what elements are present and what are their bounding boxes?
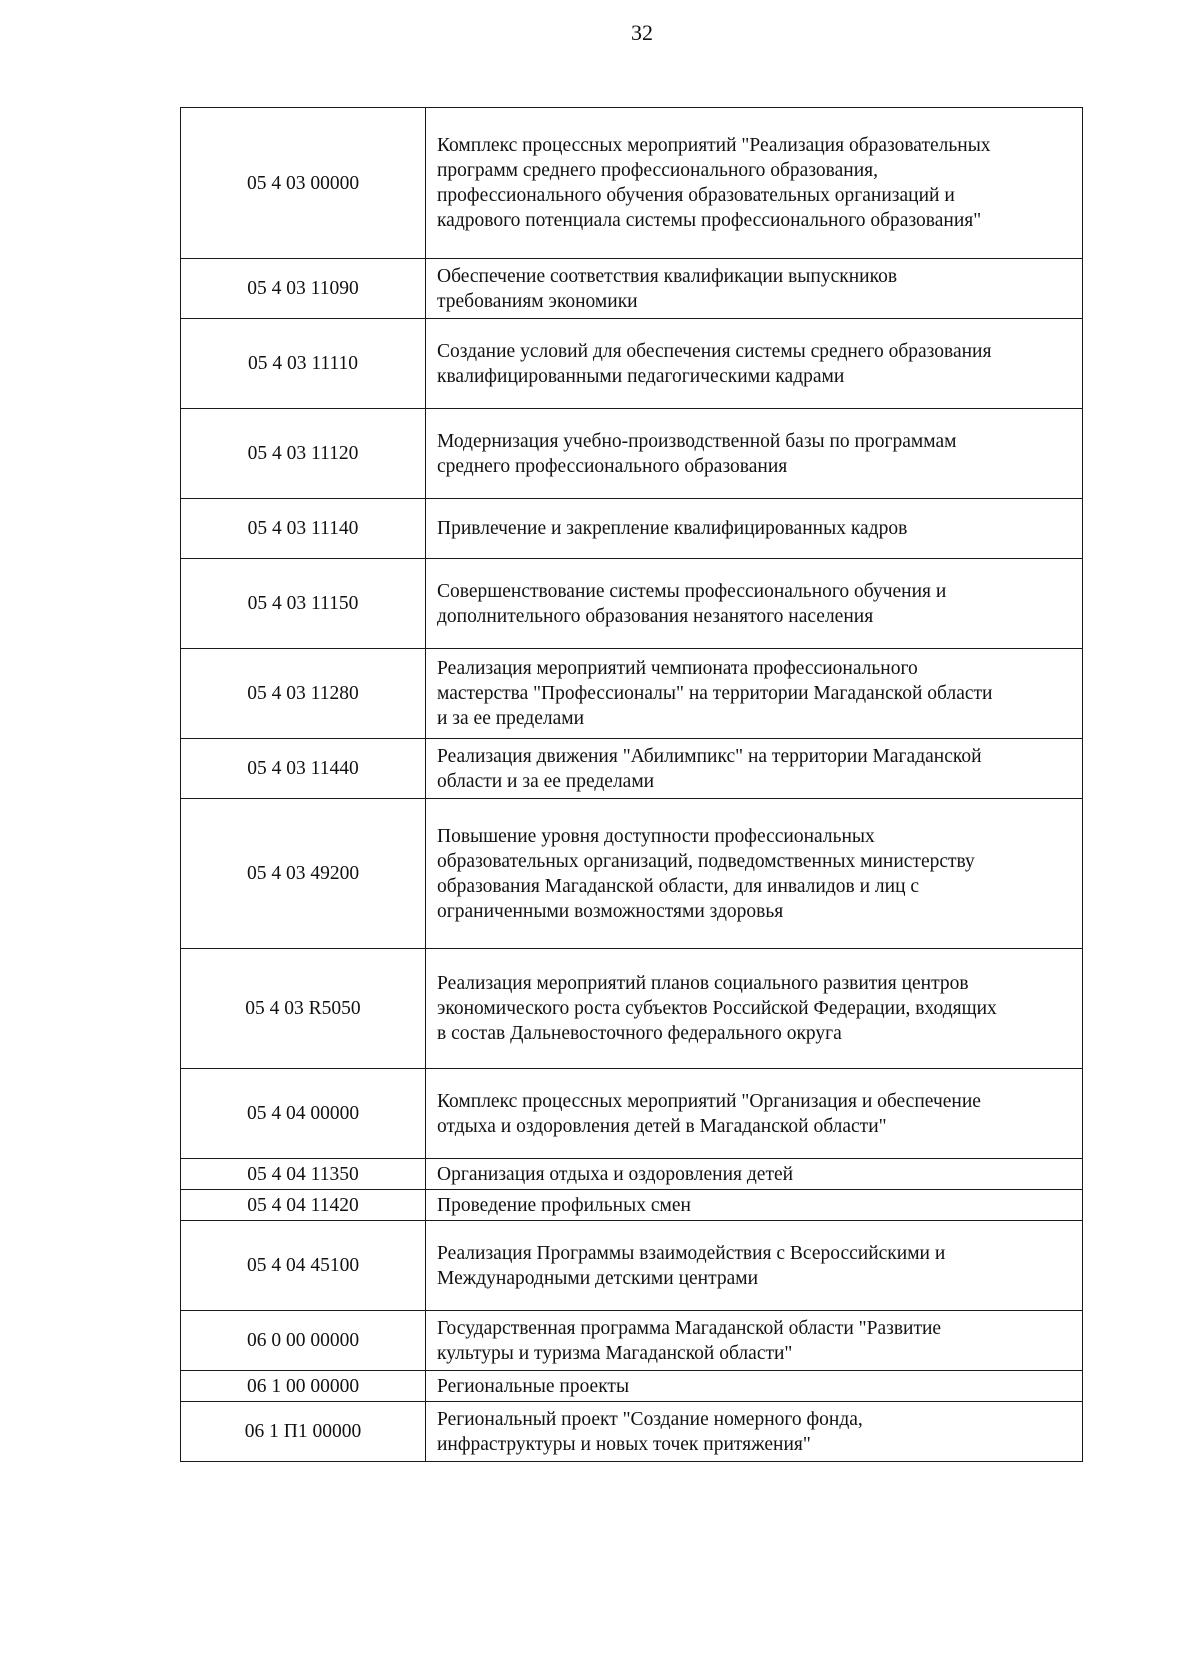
description-line: отдыха и оздоровления детей в Магаданской области" xyxy=(437,1115,887,1137)
description-cell xyxy=(426,499,1083,559)
description-line: квалифицированными педагогическими кадрами xyxy=(437,365,845,387)
description-line: Региональные проекты xyxy=(437,1375,630,1397)
description-line: Проведение профильных смен xyxy=(437,1194,691,1216)
description-line: Реализация мероприятий чемпионата профессионального xyxy=(437,658,918,679)
description-cell xyxy=(426,799,1083,949)
description-line: и за ее пределами xyxy=(437,708,585,729)
table-row xyxy=(181,649,1083,739)
table-row xyxy=(181,739,1083,799)
code-cell: 06 0 00 00000 xyxy=(181,1311,426,1371)
description-line: среднего профессионального образования xyxy=(437,455,788,477)
code-cell: 05 4 03 11120 xyxy=(181,409,426,499)
description-cell xyxy=(426,108,1083,259)
description-line: ограниченными возможностями здоровья xyxy=(437,900,784,922)
description-line: Реализация движения "Абилимпикс" на территории Магаданской xyxy=(437,745,982,767)
code-cell: 06 1 00 00000 xyxy=(181,1371,426,1402)
code-cell: 05 4 03 11440 xyxy=(181,739,426,799)
code-cell: 05 4 03 11150 xyxy=(181,559,426,649)
description-cell xyxy=(426,1371,1083,1402)
description-line: дополнительного образования незанятого населения xyxy=(437,605,874,627)
code-cell: 05 4 04 11350 xyxy=(181,1159,426,1190)
description-line: Реализация Программы взаимодействия с Всероссийскими и xyxy=(437,1242,946,1264)
code-cell: 05 4 03 49200 xyxy=(181,799,426,949)
description-line: Реализация мероприятий планов социального развития центров xyxy=(437,973,969,994)
description-cell xyxy=(426,1311,1083,1371)
code-cell: 05 4 03 11090 xyxy=(181,259,426,319)
description-line: культуры и туризма Магаданской области" xyxy=(437,1342,793,1364)
description-line: программ среднего профессионального образования, xyxy=(437,160,878,181)
description-cell xyxy=(426,319,1083,409)
description-line: экономического роста субъектов Российской Федерации, входящих xyxy=(437,998,997,1019)
code-cell: 05 4 03 11140 xyxy=(181,499,426,559)
description-line: кадрового потенциала системы профессионального образования" xyxy=(437,210,982,231)
table-row xyxy=(181,1402,1083,1462)
table-row xyxy=(181,799,1083,949)
table-row xyxy=(181,1190,1083,1221)
table-row xyxy=(181,949,1083,1069)
description-line: в состав Дальневосточного федерального округа xyxy=(437,1023,842,1044)
description-line: Международными детскими центрами xyxy=(437,1267,759,1289)
description-line: профессионального обучения образовательных организаций и xyxy=(437,185,955,206)
description-cell xyxy=(426,1402,1083,1462)
table-row xyxy=(181,1311,1083,1371)
description-line: Совершенствование системы профессионального обучения и xyxy=(437,580,947,602)
description-cell xyxy=(426,409,1083,499)
description-line: Комплекс процессных мероприятий "Реализация образовательных xyxy=(437,135,991,156)
code-cell: 05 4 04 45100 xyxy=(181,1221,426,1311)
code-cell: 05 4 03 R5050 xyxy=(181,949,426,1069)
table-row xyxy=(181,1221,1083,1311)
description-cell xyxy=(426,559,1083,649)
table-row xyxy=(181,108,1083,259)
description-line: Обеспечение соответствия квалификации выпускников xyxy=(437,265,898,287)
page-number: 32 xyxy=(631,20,653,45)
description-line: инфраструктуры и новых точек притяжения" xyxy=(437,1433,811,1455)
description-line: Модернизация учебно-производственной базы по программам xyxy=(437,430,957,452)
table-row xyxy=(181,319,1083,409)
description-line: Комплекс процессных мероприятий "Организация и обеспечение xyxy=(437,1090,981,1112)
code-cell: 05 4 03 11280 xyxy=(181,649,426,739)
table-row xyxy=(181,1159,1083,1190)
table-row xyxy=(181,1371,1083,1402)
table-row xyxy=(181,499,1083,559)
budget-code-table xyxy=(180,107,1083,1462)
description-cell xyxy=(426,1069,1083,1159)
table-row xyxy=(181,259,1083,319)
code-cell: 05 4 04 11420 xyxy=(181,1190,426,1221)
description-line: области и за ее пределами xyxy=(437,770,655,792)
table-body xyxy=(181,108,1083,1462)
description-line: Организация отдыха и оздоровления детей xyxy=(437,1163,794,1185)
table-row xyxy=(181,409,1083,499)
description-cell xyxy=(426,739,1083,799)
table-row xyxy=(181,559,1083,649)
code-cell: 05 4 03 00000 xyxy=(181,108,426,259)
description-line: Региональный проект "Создание номерного фонда, xyxy=(437,1408,863,1430)
description-line: образовательных организаций, подведомственных министерству xyxy=(437,850,975,872)
description-cell xyxy=(426,949,1083,1069)
table-row xyxy=(181,1069,1083,1159)
description-cell xyxy=(426,1190,1083,1221)
description-cell xyxy=(426,1221,1083,1311)
code-cell: 05 4 04 00000 xyxy=(181,1069,426,1159)
description-line: Создание условий для обеспечения системы среднего образования xyxy=(437,340,992,362)
code-cell: 06 1 П1 00000 xyxy=(181,1402,426,1462)
description-line: образования Магаданской области, для инвалидов и лиц с xyxy=(437,875,920,897)
description-line: Государственная программа Магаданской области "Развитие xyxy=(437,1317,942,1339)
description-line: Повышение уровня доступности профессиональных xyxy=(437,825,875,847)
description-line: Привлечение и закрепление квалифицированных кадров xyxy=(437,518,908,539)
description-line: требованиям экономики xyxy=(437,290,638,312)
description-cell xyxy=(426,259,1083,319)
description-cell xyxy=(426,649,1083,739)
code-cell: 05 4 03 11110 xyxy=(181,319,426,409)
description-cell xyxy=(426,1159,1083,1190)
description-line: мастерства "Профессионалы" на территории Магаданской области xyxy=(437,683,993,704)
